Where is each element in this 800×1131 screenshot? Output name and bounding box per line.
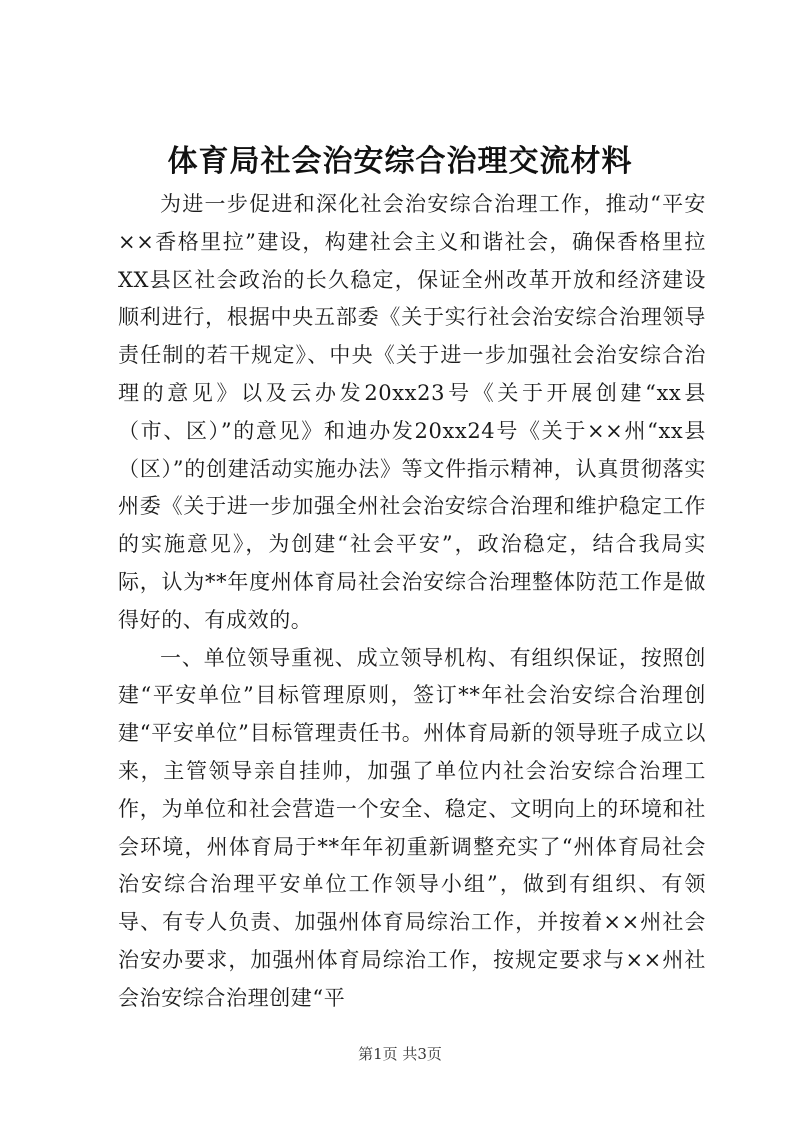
document-body [118,186,706,1018]
page-footer: 第1页 共3页 [358,1045,442,1063]
document-title: 体育局社会治安综合治理交流材料 [167,144,633,179]
paragraph-intro: 为进一步促进和深化社会治安综合治理工作，推动“平安××香格里拉”建设，构建社会主义和谐社会，确保香格里拉XX县区社会政治的长久稳定，保证全州改革开放和经济建设顺利进行，根据中央五部委《关于实行社会治安综合治理领导责任制的若干规定》、中央《关于进一步加强社会治安综合治理的意见》以及云办发20xx23号《关于开展创建“xx县（市、区）”的意见》和迪办发20xx24号《关于××州“xx县（区）”的创建活动实施办法》等文件指示精神，认真贯彻落实州委《关于进一步加强全州社会治安综合治理和维护稳定工作的实施意见》，为创建“社会平安”，政治稳定，结合我局实际，认为**年度州体育局社会治安综合治理整体防范工作是做得好的、有成效的。 [118,192,706,632]
paragraph-section-1: 一、单位领导重视、成立领导机构、有组织保证，按照创建“平安单位”目标管理原则，签订**年社会治安综合治理创建“平安单位”目标管理责任书。州体育局新的领导班子成立以来，主管领导亲自挂帅，加强了单位内社会治安综合治理工作，为单位和社会营造一个安全、稳定、文明向上的环境和社会环境，州体育局于**年年初重新调整充实了“州体育局社会治安综合治理平安单位工作领导小组”，做到有组织、有领导、有专人负责、加强州体育局综治工作，并按着××州社会治安办要求，加强州体育局综治工作，按规定要求与××州社会治安综合治理创建“平 [118,645,706,1010]
